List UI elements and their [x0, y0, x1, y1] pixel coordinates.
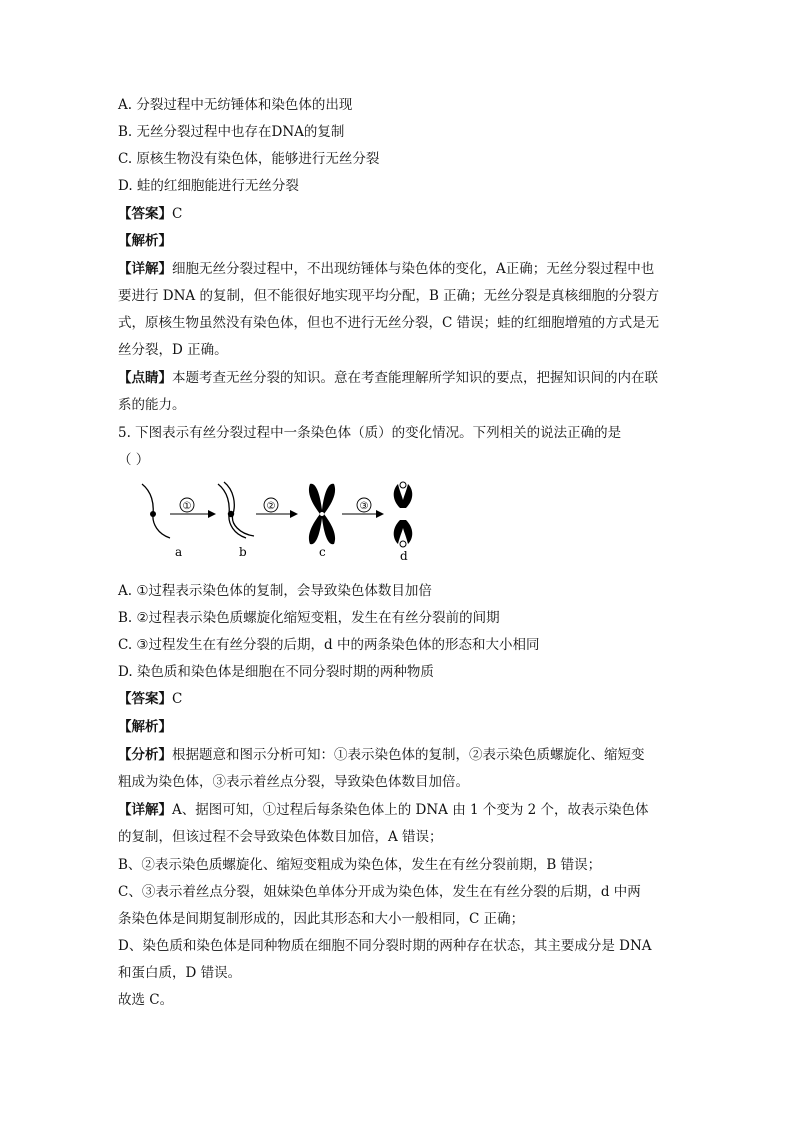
q5-detail-line-2: 的复制，但该过程不会导致染色体数目加倍，A 错误；: [118, 829, 443, 845]
q5-answer-line: [118, 690, 678, 708]
step-1-label: ①: [182, 501, 192, 512]
arrow-step-2: [256, 498, 298, 518]
q5-stem-line-1: 5. 下图表示有丝分裂过程中一条染色体（质）的变化情况。下列相关的说法正确的是: [118, 425, 622, 441]
q5-option-a: A. ①过程表示染色体的复制，会导致染色体数目加倍: [118, 583, 432, 599]
q4-comment-text: 本题考查无丝分裂的知识。意在考查能理解所学知识的要点，把握知识间的内在联: [172, 370, 658, 386]
q5-fenxi-line-1: [118, 746, 678, 764]
label-b: b: [239, 545, 247, 559]
arrow-step-1: [170, 498, 216, 518]
q5-option-b: B. ②过程表示染色质螺旋化缩短变粗，发生在有丝分裂前的间期: [118, 610, 500, 626]
q5-fenxi-line-2: 粗成为染色体，③表示着丝点分裂，导致染色体数目加倍。: [118, 774, 469, 790]
q5-detail-line-6: D、染色质和染色体是同种物质在细胞不同分裂时期的两种存在状态，其主要成分是 DNA: [118, 938, 652, 954]
q4-detail-line-3: 式，原核生物虽然没有染色体，但也不进行无丝分裂，C 错误；蛙的红细胞增殖的方式是无: [118, 315, 660, 331]
q5-detail-line-5: 条染色体是间期复制形成的，因此其形态和大小一般相同，C 正确；: [118, 911, 525, 927]
step-2-label: ②: [266, 501, 276, 512]
q4-comment-line-1: [118, 369, 678, 387]
q5-detail-line-7: 和蛋白质，D 错误。: [118, 965, 242, 981]
q4-analysis-tag: 【解析】: [118, 233, 172, 249]
q5-answer-tag: 【答案】: [118, 691, 172, 707]
q4-answer-line: [118, 205, 678, 223]
q4-analysis-heading: [118, 232, 678, 250]
q4-comment-line-2: 系的能力。: [118, 397, 186, 413]
label-d: d: [400, 549, 408, 563]
q5-detail-tag: 【详解】: [118, 802, 172, 818]
q4-option-a: A. 分裂过程中无纺锤体和染色体的出现: [118, 97, 353, 113]
q4-detail-tag: 【详解】: [118, 261, 172, 277]
label-c: c: [319, 545, 326, 559]
stage-d-separated-chromosomes: [394, 482, 413, 547]
q5-answer-value: C: [172, 691, 183, 707]
q4-option-b: B. 无丝分裂过程中也存在DNA的复制: [118, 124, 345, 140]
q4-comment-tag: 【点睛】: [118, 370, 172, 386]
q5-stem-line-2: （ ）: [118, 452, 150, 468]
q5-detail-line-1: [118, 801, 678, 819]
q5-fenxi-tag: 【分析】: [118, 747, 172, 763]
q4-option-c: C. 原核生物没有染色体，能够进行无丝分裂: [118, 151, 380, 167]
q5-detail-text: A、据图可知，①过程后每条染色体上的 DNA 由 1 个变为 2 个，故表示染色体: [172, 802, 649, 818]
q4-detail-line-2: 要进行 DNA 的复制，但不能很好地实现平均分配，B 正确；无丝分裂是真核细胞的分裂方: [118, 288, 660, 304]
q5-fenxi-text: 根据题意和图示分析可知：①表示染色体的复制，②表示染色质螺旋化、缩短变: [172, 747, 645, 763]
q5-detail-line-3: B、②表示染色质螺旋化、缩短变粗成为染色体，发生在有丝分裂前期，B 错误；: [118, 857, 602, 873]
q5-detail-line-4: C、③表示着丝点分裂，姐妹染色单体分开成为染色体，发生在有丝分裂的后期，d 中两: [118, 884, 641, 900]
q5-option-c: C. ③过程发生在有丝分裂的后期，d 中的两条染色体的形态和大小相同: [118, 637, 540, 653]
stage-a-chromatin: [142, 484, 170, 538]
stage-c-chromosome: [309, 484, 335, 544]
step-3-label: ③: [359, 501, 369, 512]
q4-detail-line-4: 丝分裂，D 正确。: [118, 342, 228, 358]
stage-b-duplicated-chromatin: [218, 482, 254, 538]
label-a: a: [175, 545, 183, 559]
q5-analysis-tag: 【解析】: [118, 719, 172, 735]
chromosome-change-figure: [130, 478, 430, 568]
q5-conclusion: 故选 C。: [118, 992, 174, 1008]
q4-detail-line-1: [118, 260, 678, 278]
q5-analysis-heading: [118, 718, 678, 736]
q4-option-d: D. 蛙的红细胞能进行无丝分裂: [118, 178, 299, 194]
q4-answer-value: C: [172, 206, 183, 222]
q5-option-d: D. 染色质和染色体是细胞在不同分裂时期的两种物质: [118, 664, 434, 680]
q4-detail-text: 细胞无丝分裂过程中，不出现纺锤体与染色体的变化，A正确；无丝分裂过程中也: [172, 261, 655, 277]
q4-answer-tag: 【答案】: [118, 206, 172, 222]
